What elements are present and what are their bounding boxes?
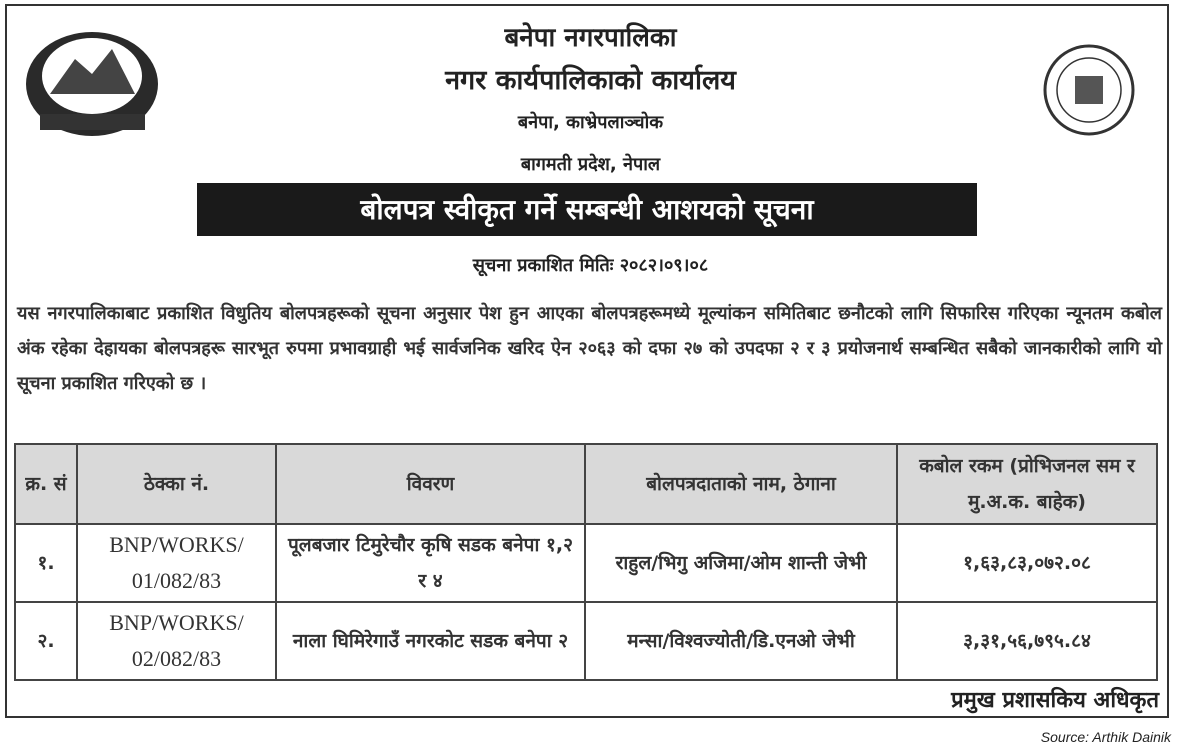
municipality-seal-icon [1027,43,1151,137]
cell-description: नाला घिमिरेगाउँ नगरकोट सडक बनेपा २ [276,602,585,680]
cell-serial: १. [15,524,77,602]
cell-serial: २. [15,602,77,680]
address-line-2: बागमती प्रदेश, नेपाल [520,154,661,175]
col-amount: कबोल रकम (प्रोभिजनल सम र मु.अ.क. बाहेक) [897,444,1157,524]
table-header-row [15,444,1157,524]
office-name: बनेपा नगरपालिका [504,23,677,53]
cell-contract: BNP/WORKS/ 02/082/83 [77,602,276,680]
col-description: विवरण [276,444,585,524]
signatory: प्रमुख प्रशासकिय अधिकृत [951,688,1159,713]
cell-bidder: राहुल/भिगु अजिमा/ओम शान्ती जेभी [585,524,897,602]
address-line-1: बनेपा, काभ्रेपलाञ्चोक [517,112,664,133]
table-row [15,602,1157,680]
published-date: सूचना प्रकाशित मितिः २०८२।०९।०८ [472,255,709,276]
table-row [15,524,1157,602]
col-serial: क्र. सं [15,444,77,524]
col-contract: ठेक्का नं. [77,444,276,524]
notice-body: यस नगरपालिकाबाट प्रकाशित विधुतिय बोलपत्रहरूको सूचना अनुसार पेश हुन आएका बोलपत्रहरूमध्ये मूल्यांकन समितिबाट छनौटको लागि सिफारिस गरिएका न्यूनतम कबोल अंक रहेका देहायका बोलपत्रहरू सारभूत रुपमा प्रभावग्राही भई सार्वजनिक खरिद ऐन २०६३ को दफा २७ को उपदफा २ र ३ प्रयोजनार्थ सम्बन्धित सबैको जानकारीको लागि यो सूचना प्रकाशित गरिएको छ । [17,303,1162,394]
cell-amount: ३,३१,५६,७९५.८४ [897,602,1157,680]
cell-amount: १,६३,८३,०७२.०८ [897,524,1157,602]
cell-description: पूलबजार टिमुरेचौर कृषि सडक बनेपा १,२ र ४ [276,524,585,602]
notice-title: बोलपत्र स्वीकृत गर्ने सम्बन्धी आशयको सूचना [197,183,977,236]
cell-contract: BNP/WORKS/ 01/082/83 [77,524,276,602]
col-bidder: बोलपत्रदाताको नाम, ठेगाना [585,444,897,524]
department-name: नगर कार्यपालिकाको कार्यालय [445,65,736,96]
cell-bidder: मन्सा/विश्वज्योती/डि.एनओ जेभी [585,602,897,680]
bid-table [14,443,1158,681]
source-credit: Source: Arthik Dainik [1040,729,1171,745]
